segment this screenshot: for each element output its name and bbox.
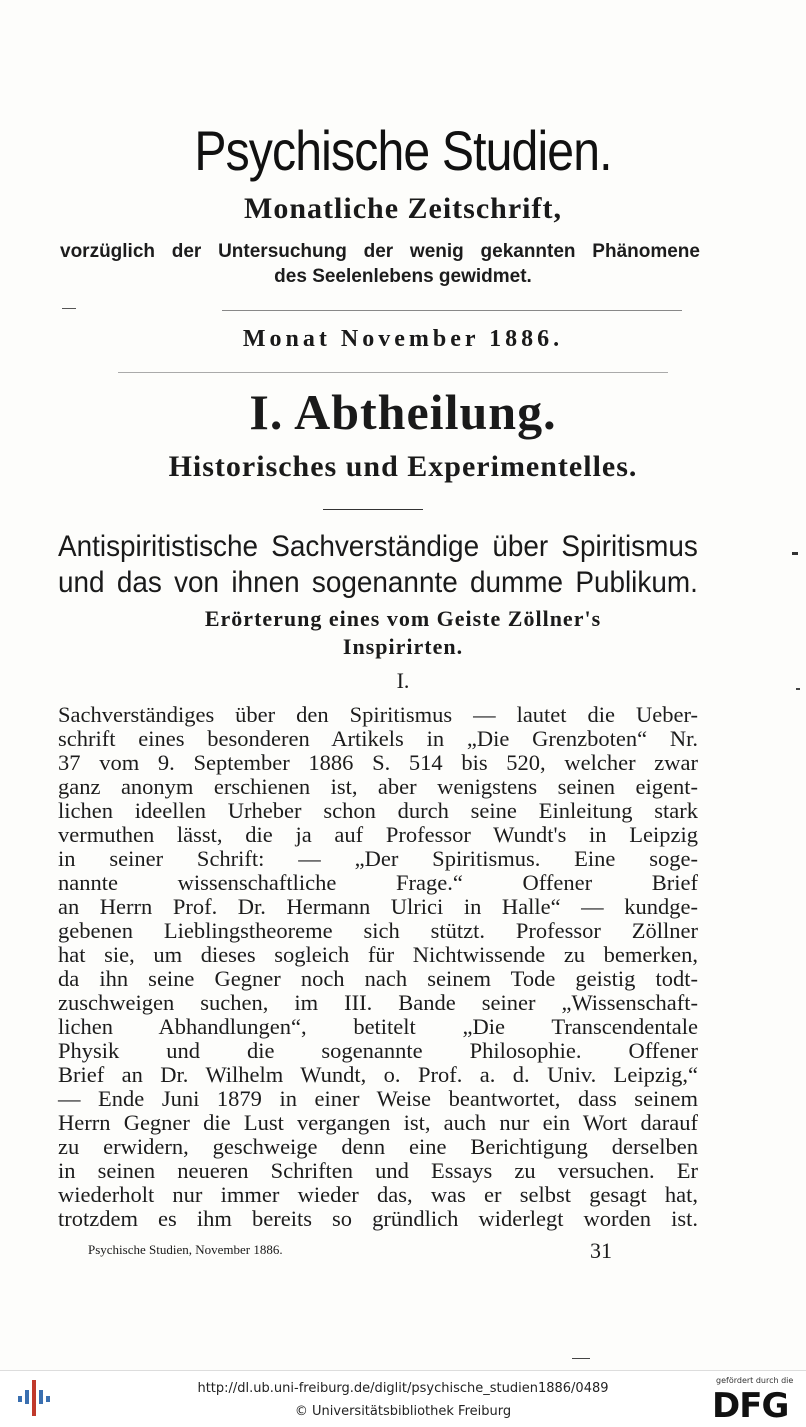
body-line: 37 vom 9. September 1886 S. 514 bis 520, welcher zwar	[58, 750, 698, 775]
body-line: in seinen neueren Schriften und Essays zu versuchen. Er	[58, 1158, 698, 1183]
article-title-line-2: und das von ihnen sogenannte dumme Publikum.	[58, 566, 698, 599]
body-line: lichen Abhandlungen“, betitelt „Die Transcendentale	[58, 1014, 698, 1039]
section-rule	[323, 509, 423, 510]
article-part-number: I.	[396, 668, 410, 693]
body-line: ganz anonym erschienen ist, aber wenigstens seinen eigent-	[58, 774, 698, 799]
dfg-logo: DFG	[712, 1386, 789, 1426]
body-line: trotzdem es ihm bereits so gründlich widerlegt worden ist.	[58, 1206, 698, 1231]
page-number: 31	[590, 1238, 612, 1263]
permalink-url[interactable]: http://dl.ub.uni-freiburg.de/diglit/psychische_studien1886/0489	[197, 1381, 609, 1396]
article-subtitle-line-1: Erörterung eines vom Geiste Zöllner's	[204, 606, 602, 631]
body-line: schrift eines besonderen Artikels in „Die Grenzboten“ Nr.	[58, 726, 698, 751]
body-line: — Ende Juni 1879 in einer Weise beantwortet, dass seinem	[58, 1086, 698, 1111]
body-line: Brief an Dr. Wilhelm Wundt, o. Prof. a. d. Univ. Leipzig,“	[58, 1062, 698, 1087]
journal-tagline-line-1: vorzüglich der Untersuchung der wenig gekannten Phänomene	[60, 241, 700, 262]
section-subheading: Historisches und Experimentelles.	[168, 450, 638, 483]
body-line: zuschweigen suchen, im III. Bande seiner „Wissenschaft-	[58, 990, 698, 1015]
journal-tagline-line-2: des Seelenlebens gewidmet.	[274, 266, 532, 287]
separator-dash	[62, 308, 76, 309]
body-line: lichen ideellen Urheber schon durch seine Einleitung stark	[58, 798, 698, 823]
article-subtitle-line-2: Inspirirten.	[342, 634, 464, 659]
page-edge-mark	[796, 688, 800, 690]
body-line: Sachverständiges über den Spiritismus — lautet die Ueber-	[58, 702, 698, 727]
page-edge-mark	[792, 552, 798, 555]
page-edge-mark	[572, 1358, 590, 1359]
body-line: in seiner Schrift: — „Der Spiritismus. Eine soge-	[58, 846, 698, 871]
body-line: da ihn seine Gegner noch nach seinem Tode geistig todt-	[58, 966, 698, 991]
section-heading: I. Abtheilung.	[249, 384, 557, 440]
body-line: hat sie, um dieses sogleich für Nichtwissende zu bemerken,	[58, 942, 698, 967]
body-line: Physik und die sogenannte Philosophie. Offener	[58, 1038, 698, 1063]
body-line: Herrn Gegner die Lust vergangen ist, auch nur ein Wort darauf	[58, 1110, 698, 1135]
journal-subtitle: Monatliche Zeitschrift,	[244, 192, 562, 225]
body-line: nannte wissenschaftliche Frage.“ Offener Brief	[58, 870, 698, 895]
page-footer-journal: Psychische Studien, November 1886.	[88, 1242, 283, 1257]
body-line: vermuthen lässt, die ja auf Professor Wundt's in Leipzig	[58, 822, 698, 847]
article-title-line-1: Antispiritistische Sachverständige über Spiritismus	[58, 530, 698, 563]
separator-line	[118, 372, 668, 373]
body-line: zu erwidern, geschweige denn eine Berichtigung derselben	[58, 1134, 698, 1159]
dfg-caption: gefördert durch die	[716, 1376, 794, 1385]
issue-month: Monat November 1886.	[242, 326, 564, 352]
copyright-notice: © Universitätsbibliothek Freiburg	[294, 1404, 512, 1419]
body-line: wiederholt nur immer wieder das, was er selbst gesagt hat,	[58, 1182, 698, 1207]
body-line: an Herrn Prof. Dr. Hermann Ulrici in Halle“ — kundge-	[58, 894, 698, 919]
journal-title: Psychische Studien.	[194, 119, 612, 182]
body-line: gebenen Lieblingstheoreme sich stützt. Professor Zöllner	[58, 918, 698, 943]
separator-line	[222, 310, 682, 311]
